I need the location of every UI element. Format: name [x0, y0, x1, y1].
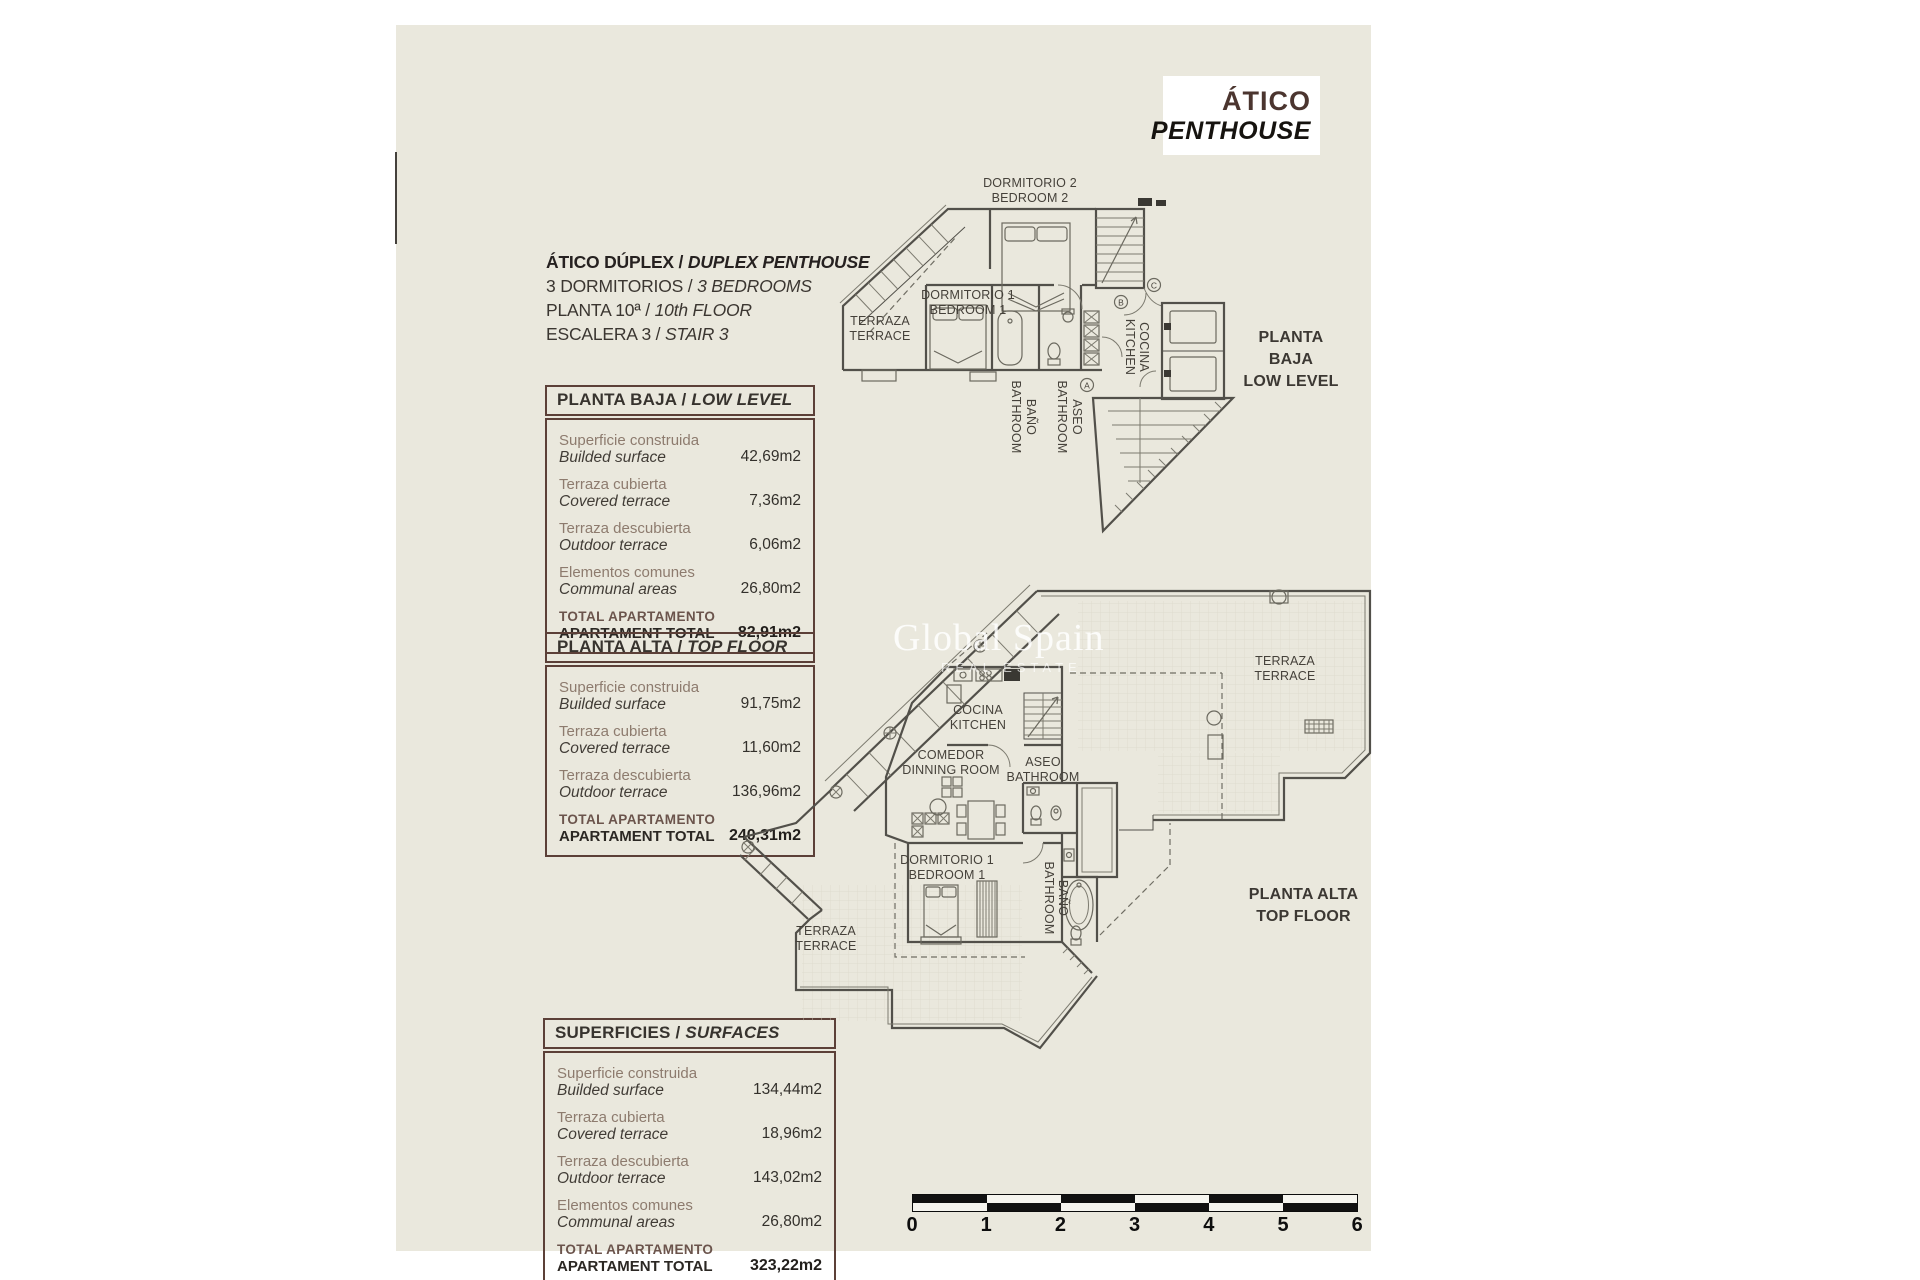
table-total-row: TOTAL APARTAMENTO APARTAMENT TOTAL 82,91m2 — [559, 609, 801, 642]
svg-text:C: C — [1150, 280, 1158, 291]
elevator-icon — [1162, 303, 1224, 399]
svg-text:A: A — [1084, 380, 1090, 391]
room-label-bath-en: BATHROOM — [1042, 861, 1056, 935]
page-edge-mark — [395, 152, 397, 244]
info-line-stair: ESCALERA 3 / STAIR 3 — [546, 324, 729, 344]
room-label-kitchen-es: COCINA — [1137, 322, 1151, 372]
title-box — [1150, 76, 1320, 155]
floor-plan-top-floor — [740, 585, 1385, 1060]
room-label-bedroom2-en: BEDROOM 2 — [991, 191, 1069, 205]
terrace-step — [970, 372, 996, 381]
core-stairs-icon — [1093, 398, 1233, 531]
page-title-en: PENTHOUSE — [1150, 116, 1311, 145]
floor-plan-low-level — [840, 165, 1250, 555]
room-label-aseo-en: BATHROOM — [1055, 380, 1069, 454]
page-title-es: ÁTICO — [1222, 85, 1311, 116]
table-row: Superficie construida Builded surface 42,69m2 — [559, 432, 801, 466]
scale-bar-ticks: 0 1 2 3 4 5 6 — [906, 1214, 1363, 1236]
bathtub-drain — [1008, 319, 1012, 323]
table-row: Terraza cubierta Covered terrace 11,60m2 — [559, 723, 801, 757]
room-label-kitchen-en: KITCHEN — [1123, 318, 1137, 376]
room-label-bath-es: BAÑO — [1024, 398, 1038, 436]
table-row: Superficie construida Builded surface 134,44m2 — [557, 1065, 822, 1099]
room-label-terrace-es: TERRAZA — [850, 314, 910, 328]
table-low-level-header: PLANTA BAJA / LOW LEVEL — [545, 385, 815, 416]
room-label-aseo-en: BATHROOM — [1006, 770, 1080, 784]
table-surfaces-body — [543, 1051, 836, 1280]
scale-bar-segments — [912, 1194, 1358, 1212]
table-top-floor-header: PLANTA ALTA / TOP FLOOR — [545, 632, 815, 663]
stairs-icon — [1096, 198, 1166, 288]
room-label-dining-en: DINNING ROOM — [902, 763, 1000, 777]
watermark-name: Global Spain — [893, 617, 1105, 659]
room-label-kitchen-en: KITCHEN — [949, 718, 1007, 732]
door-arc — [1140, 371, 1156, 387]
elevator-icon — [1077, 783, 1117, 877]
room-label-terrace-bottom-en: TERRACE — [795, 939, 857, 953]
plan-low-side-label: PLANTA BAJA LOW LEVEL — [1243, 329, 1339, 390]
room-label-bedroom1-es: DORMITORIO 1 — [921, 288, 1015, 302]
table-row: Superficie construida Builded surface 91,75m2 — [559, 679, 801, 713]
room-label-terrace-bottom-es: TERRAZA — [796, 924, 856, 938]
room-label-aseo-es: ASEO — [1025, 755, 1061, 769]
room-label-bedroom1-en: BEDROOM 1 — [908, 868, 986, 882]
table-surfaces-header: SUPERFICIES / SURFACES — [543, 1018, 836, 1049]
plan-top-side-label: PLANTA ALTA TOP FLOOR — [1248, 886, 1359, 925]
stairs-icon — [1024, 693, 1062, 739]
room-label-bedroom1-en: BEDROOM 1 — [929, 303, 1007, 317]
info-line-type: ÁTICO DÚPLEX / DUPLEX PENTHOUSE — [546, 252, 870, 272]
terrace-step — [862, 370, 896, 381]
watermark-tagline: REAL ESTATE — [941, 660, 1082, 675]
room-label-bath-en: BATHROOM — [1009, 380, 1023, 454]
table-row: Elementos comunes Communal areas 26,80m2 — [557, 1197, 822, 1231]
door-arc — [1102, 337, 1122, 357]
kitchen-island-icon — [912, 777, 962, 837]
info-line-bedrooms: 3 DORMITORIOS / 3 BEDROOMS — [546, 276, 812, 296]
terrace-floor — [1158, 753, 1280, 813]
room-label-kitchen-es: COCINA — [953, 703, 1003, 717]
info-line-floor: PLANTA 10ª / 10th FLOOR — [546, 300, 752, 320]
table-row: Terraza descubierta Outdoor terrace 6,06m2 — [559, 520, 801, 554]
table-total-row: TOTAL APARTAMENTO APARTAMENT TOTAL 323,22m2 — [557, 1242, 822, 1275]
toilet-icon — [1048, 309, 1074, 365]
room-label-bedroom2-es: DORMITORIO 2 — [983, 176, 1077, 190]
table-row: Terraza descubierta Outdoor terrace 136,96m2 — [559, 767, 801, 801]
table-row: Elementos comunes Communal areas 26,80m2 — [559, 564, 801, 598]
room-label-aseo-es: ASEO — [1070, 399, 1084, 435]
room-label-bedroom1-es: DORMITORIO 1 — [900, 853, 994, 867]
svg-text:B: B — [1118, 297, 1124, 308]
table-row: Terraza descubierta Outdoor terrace 143,02m2 — [557, 1153, 822, 1187]
kitchen-counter-icon — [1084, 311, 1099, 365]
dining-table-icon — [957, 801, 1005, 839]
room-label-terrace-top-es: TERRAZA — [1255, 654, 1315, 668]
room-label-terrace-top-en: TERRACE — [1254, 669, 1316, 683]
scale-bar — [906, 1194, 1363, 1240]
table-row: Terraza cubierta Covered terrace 7,36m2 — [559, 476, 801, 510]
door-arc — [1023, 843, 1043, 863]
property-info — [546, 250, 869, 346]
room-label-dining-es: COMEDOR — [917, 748, 985, 762]
table-total-row: TOTAL APARTAMENTO APARTAMENT TOTAL 240,31m2 — [559, 812, 801, 845]
toilet-icon — [1027, 787, 1061, 825]
room-label-terrace-en: TERRACE — [849, 329, 911, 343]
table-row: Terraza cubierta Covered terrace 18,96m2 — [557, 1109, 822, 1143]
room-label-bath-es: BAÑO — [1056, 879, 1070, 917]
